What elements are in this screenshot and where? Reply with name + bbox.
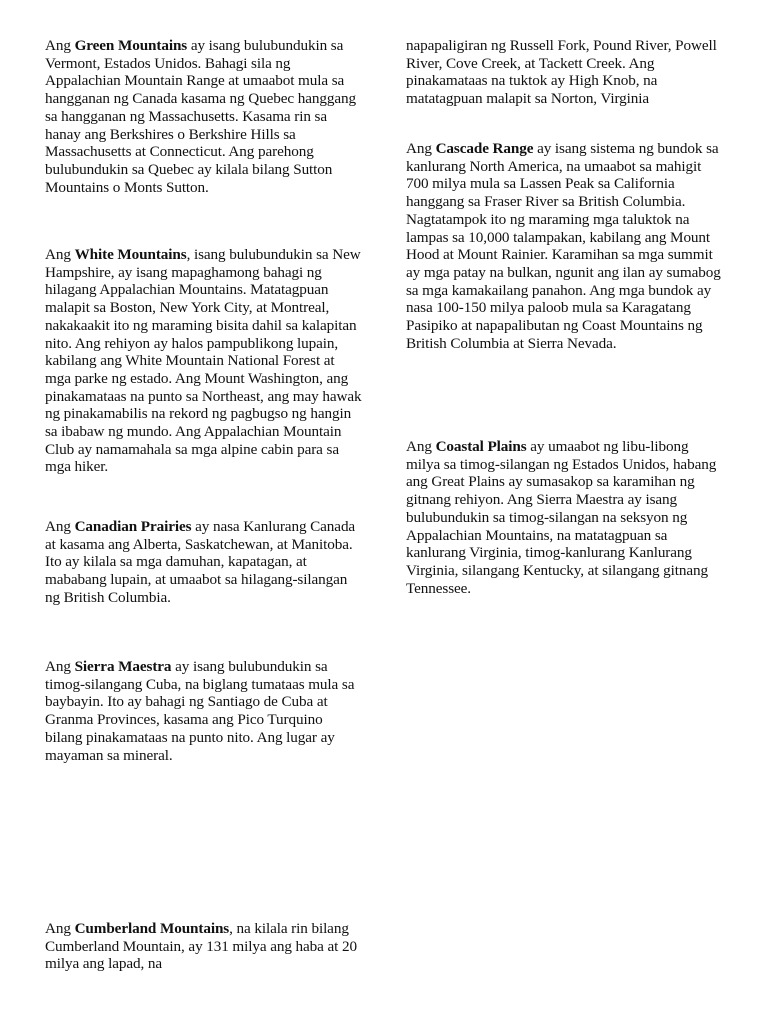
paragraph-white-mountains [45, 246, 363, 476]
paragraph-intro: Ang [406, 140, 436, 157]
paragraph-term: Sierra Maestra [74, 658, 172, 675]
paragraph-body: ay isang sistema ng bundok sa kanlurang North America, na umaabot sa mahigit 700 milya mula sa Lassen Peak sa California hanggang sa Fraser River sa British Columbia. Nagtatampok ito ng maraming mga taluktok na lampas sa 10,000 talampakan, kabilang ang Mount Hood at Mount Rainier. Karamihan sa mga summit ay mga patay na bulkan, ngunit ang ilan ay sumabog sa mga kamakailang panahon. Ang mga bundok ay nasa 100-150 milya paloob mula sa Karagatang Pasipiko at napapalibutan ng Coast Mountains ng British Columbia at Sierra Nevada. [406, 140, 721, 352]
paragraph-intro: Ang [45, 658, 75, 675]
paragraph-body: , isang bulubundukin sa New Hampshire, ay isang mapaghamong bahagi ng hilagang Appalachian Mountains. Matatagpuan malapit sa Boston, New York City, at Montreal, nakakaakit ito ng maraming bisita dahil sa kalapitan nito. Ang rehiyon ay halos pampublikong lupain, kabilang ang White Mountain National Forest at mga parke ng estado. Ang Mount Washington, ang pinakamataas na punto sa Northeast, ang may hawak ng pinakamabilis na rekord ng pagbugso ng hangin sa ibabaw ng mundo. Ang Appalachian Mountain Club ay namamahala sa mga alpine cabin para sa mga hiker. [45, 246, 362, 476]
paragraph-term: Canadian Prairies [74, 518, 192, 535]
paragraph-cascade-range [406, 140, 724, 352]
paragraph-cumberland-continued [406, 37, 724, 108]
paragraph-body: ay isang bulubundukin sa Vermont, Estados Unidos. Bahagi sila ng Appalachian Mountain Range at umaabot mula sa hangganan ng Canada kasama ng Quebec hanggang sa hangganan ng Massachusetts. Kasama rin sa hanay ang Berkshires o Berkshire Hills sa Massachusetts at Connecticut. Ang parehong bulubundukin sa Quebec ay kilala bilang Sutton Mountains o Monts Sutton. [45, 37, 356, 196]
paragraph-term: Green Mountains [74, 37, 188, 54]
paragraph-body: napapaligiran ng Russell Fork, Pound River, Powell River, Cove Creek, at Tackett Creek. Ang pinakamataas na tuktok ay High Knob, na matatagpuan malapit sa Norton, Virginia [406, 37, 717, 108]
paragraph-term: White Mountains [74, 246, 187, 263]
paragraph-intro: Ang [45, 246, 75, 263]
paragraph-term: Cascade Range [435, 140, 534, 157]
paragraph-body: , na kilala rin bilang Cumberland Mountain, ay 131 milya ang haba at 20 milya ang lapad, na [45, 920, 357, 973]
paragraph-intro: Ang [45, 518, 75, 535]
paragraph-term: Coastal Plains [435, 438, 527, 455]
paragraph-cumberland-mountains [45, 920, 363, 973]
paragraph-term: Cumberland Mountains [74, 920, 230, 937]
paragraph-green-mountains [45, 37, 363, 196]
paragraph-body: ay nasa Kanlurang Canada at kasama ang Alberta, Saskatchewan, at Manitoba. Ito ay kilala sa mga damuhan, kapatagan, at mababang lupain, at umaabot sa hilagang-silangan ng British Columbia. [45, 518, 356, 606]
paragraph-sierra-maestra [45, 658, 363, 764]
paragraph-body: ay umaabot ng libu-libong milya sa timog-silangan ng Estados Unidos, habang ang Great Plains ay sumasakop sa karamihan ng gitnang rehiyon. Ang Sierra Maestra ay isang bulubundukin sa timog-silangan na seksyon ng Appalachian Mountains, na matatagpuan sa kanlurang Virginia, timog-kanlurang Kanlurang Virginia, silangang Kentucky, at silangang gitnang Tennessee. [406, 438, 717, 597]
paragraph-intro: Ang [45, 37, 75, 54]
paragraph-canadian-prairies [45, 518, 363, 607]
paragraph-intro: Ang [45, 920, 75, 937]
paragraph-coastal-plains [406, 438, 724, 597]
paragraph-intro: Ang [406, 438, 436, 455]
paragraph-body: ay isang bulubundukin sa timog-silangang Cuba, na biglang tumataas mula sa baybayin. Ito ay bahagi ng Santiago de Cuba at Granma Provinces, kasama ang Pico Turquino bilang pinakamataas na punto nito. Ang lugar ay mayaman sa mineral. [45, 658, 355, 764]
